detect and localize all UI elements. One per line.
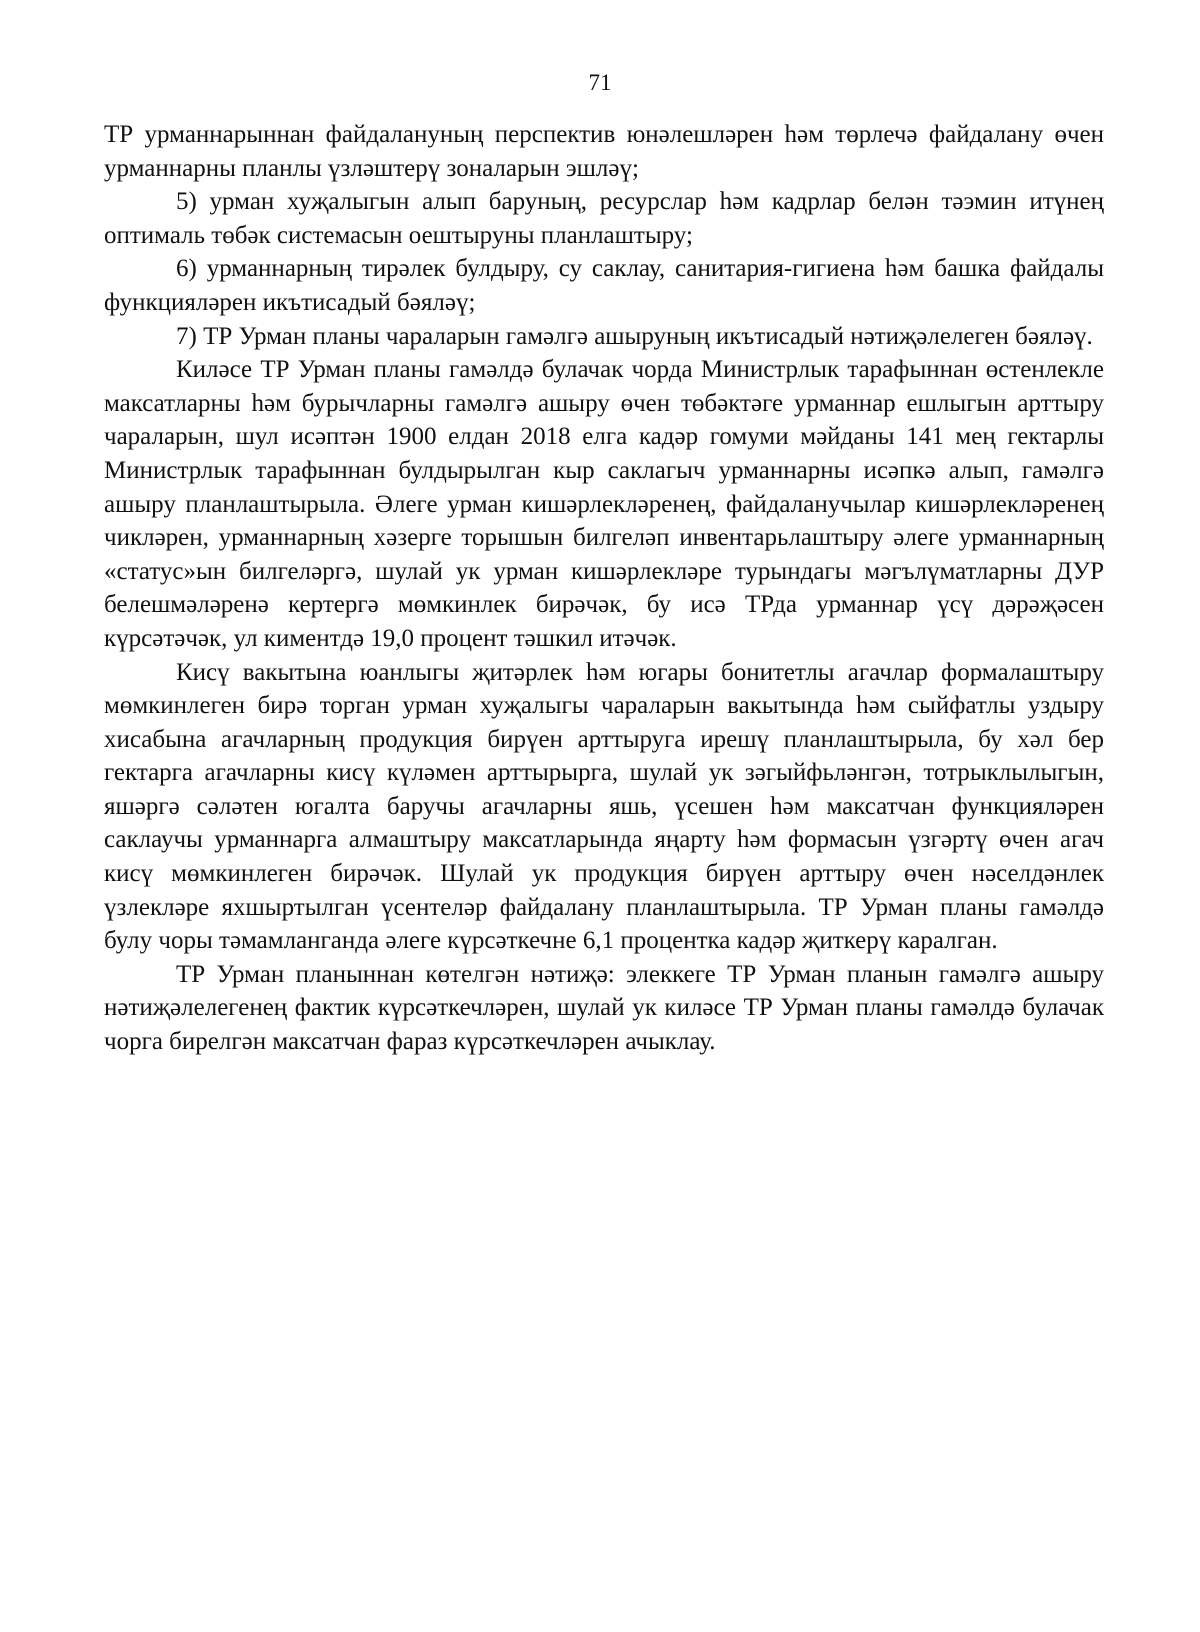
- paragraph-5: Киләсе ТР Урман планы гамәлдә булачак чорда Министрлык тарафыннан өстенлекле максатларны һәм бурычларны гамәлгә ашыру өчен төбәктәге урманнар ешлыгын арттыру чараларын, шул исәптән 1900 елдан 2018 елга кадәр гомуми мәйданы 141 мең гектарлы Министрлык тарафыннан булдырылган кыр саклагыч урманнарны исәпкә алып, гамәлгә ашыру планлаштырыла. Әлеге урман кишәрлекләренең, файдаланучылар кишәрлекләренең чикләрен, урманнарның хәзерге торышын билгеләп инвентарьлаштыру әлеге урманнарның «статус»ын билгеләргә, шулай ук урман кишәрлекләре турындагы мәгълүматларны ДУР белешмәләренә кертергә мөмкинлек бирәчәк, бу исә ТРда урманнар үсү дәрәҗәсен күрсәтәчәк, ул киментдә 19,0 процент тәшкил итәчәк.: [104, 356, 1104, 652]
- paragraph-3: 6) урманнарның тирәлек булдыру, су саклау, санитария-гигиена һәм башка файдалы функцияләрен икътисадый бәяләү;: [104, 255, 1104, 316]
- page-number: 71: [588, 70, 612, 95]
- document-body: [104, 118, 1104, 1059]
- paragraph-7: ТР Урман планыннан көтелгән нәтиҗә: элеккеге ТР Урман планын гамәлгә ашыру нәтиҗәлелегенең фактик күрсәткечләрен, шулай ук киләсе ТР Урман планы гамәлдә булачак чорга бирелгән максатчан фараз күрсәткечләрен ачыклау.: [104, 960, 1104, 1056]
- paragraph-2: 5) урман хуҗалыгын алып баруның, ресурслар һәм кадрлар белән тәэмин итүнең оптималь төбәк системасын оештыруны планлаштыру;: [104, 188, 1104, 249]
- paragraph-6: Кисү вакытына юанлыгы җитәрлек һәм югары бонитетлы агачлар формалаштыру мөмкинлеген бирә торган урман хуҗалыгы чараларын вакытында һәм сыйфатлы уздыру хисабына агачларның продукция бирүен арттыруга ирешү планлаштырыла, бу хәл бер гектарга агачларны кисү күләмен арттырырга, шулай ук зәгыйфьләнгән, тотрыклылыгын, яшәргә сәләтен югалта баручы агачларны яшь, үсешен һәм максатчан функцияләрен саклаучы урманнарга алмаштыру максатларында яңарту һәм формасын үзгәртү өчен агач кисү мөмкинлеген бирәчәк. Шулай ук продукция бирүен арттыру өчен нәселдәнлек үзлекләре яхшыртылган үсентеләр файдалану планлаштырыла. ТР Урман планы гамәлдә булу чоры тәмамланганда әлеге күрсәткечне 6,1 процентка кадәр җиткерү каралган.: [104, 658, 1104, 955]
- paragraph-1: ТР урманнарыннан файдалануның перспектив юнәлешләрен һәм төрлечә файдалану өчен урманнарны планлы үзләштерү зоналарын эшләү;: [104, 121, 1104, 182]
- paragraph-4: 7) ТР Урман планы чараларын гамәлгә ашыруның икътисадый нәтиҗәлелеген бәяләү.: [176, 322, 1093, 350]
